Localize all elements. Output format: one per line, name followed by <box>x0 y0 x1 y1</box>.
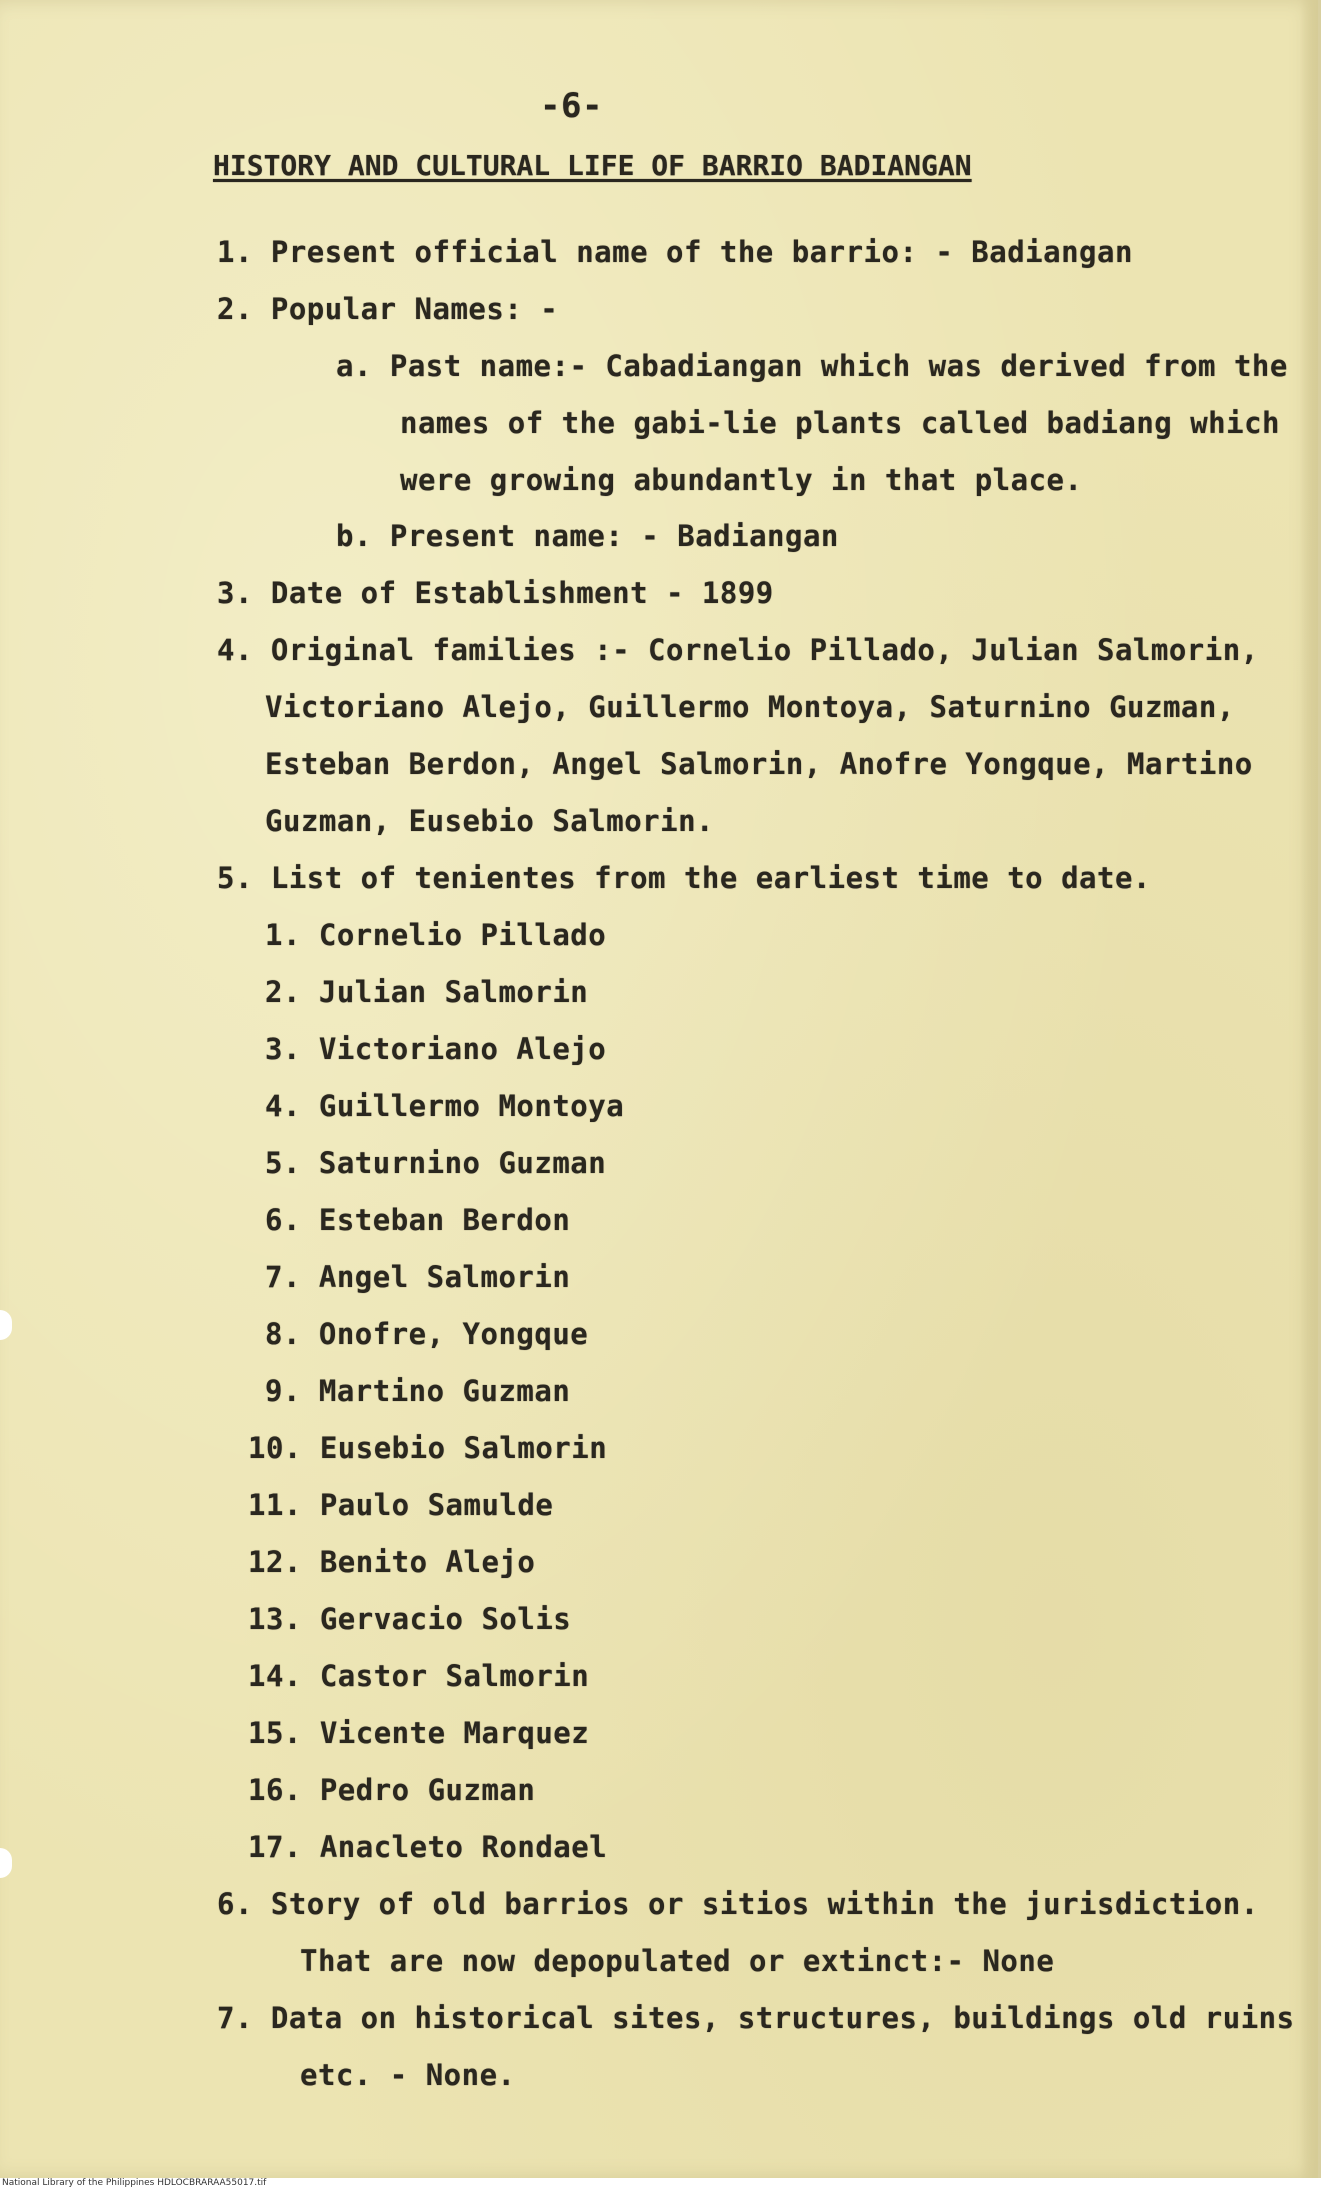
item-date-established: 3. Date of Establishment - 1899 <box>217 576 774 610</box>
teniente-list-item: 5. Saturnino Guzman <box>265 1146 607 1180</box>
teniente-list-item: 14. Castor Salmorin <box>248 1659 590 1693</box>
item-tenientes-heading: 5. List of tenientes from the earliest time to date. <box>217 861 1151 895</box>
teniente-list-item: 6. Esteban Berdon <box>265 1203 571 1237</box>
page-edge <box>1300 0 1318 2178</box>
item-original-families-line: Esteban Berdon, Angel Salmorin, Anofre Yongque, Martino <box>265 747 1253 781</box>
item-old-barrios-line: 6. Story of old barrios or sitios within the jurisdiction. <box>217 1887 1259 1921</box>
binder-hole <box>0 1310 12 1340</box>
teniente-list-item: 9. Martino Guzman <box>265 1374 571 1408</box>
teniente-list-item: 15. Vicente Marquez <box>248 1716 590 1750</box>
item-original-families-line: Guzman, Eusebio Salmorin. <box>265 804 714 838</box>
page-heading: HISTORY AND CULTURAL LIFE OF BARRIO BADIANGAN <box>213 149 972 182</box>
item-popular-names: 2. Popular Names: - <box>217 292 559 326</box>
item-present-name: b. Present name: - Badiangan <box>336 519 839 553</box>
page-number: -6- <box>540 86 603 126</box>
binder-hole <box>0 1848 12 1878</box>
item-original-families-line: 4. Original families :- Cornelio Pillado, Julian Salmorin, <box>217 633 1259 667</box>
teniente-list-item: 17. Anacleto Rondael <box>248 1830 608 1864</box>
teniente-list-item: 2. Julian Salmorin <box>265 975 589 1009</box>
teniente-list-item: 16. Pedro Guzman <box>248 1773 536 1807</box>
item-historical-sites-line: etc. - None. <box>300 2058 516 2092</box>
teniente-list-item: 10. Eusebio Salmorin <box>248 1431 608 1465</box>
teniente-list-item: 7. Angel Salmorin <box>265 1260 571 1294</box>
teniente-list-item: 8. Onofre, Yongque <box>265 1317 589 1351</box>
teniente-list-item: 12. Benito Alejo <box>248 1545 536 1579</box>
teniente-list-item: 13. Gervacio Solis <box>248 1602 572 1636</box>
item-past-name-line: names of the gabi-lie plants called badiang which <box>400 406 1281 440</box>
item-past-name-line: a. Past name:- Cabadiangan which was derived from the <box>336 349 1288 383</box>
teniente-list-item: 3. Victoriano Alejo <box>265 1032 607 1066</box>
teniente-list-item: 11. Paulo Samulde <box>248 1488 554 1522</box>
teniente-list-item: 1. Cornelio Pillado <box>265 918 607 952</box>
item-official-name: 1. Present official name of the barrio: - Badiangan <box>217 235 1133 269</box>
item-old-barrios-line: That are now depopulated or extinct:- None <box>300 1944 1055 1978</box>
scan-caption: National Library of the Philippines HDLOCBRARAA55017.tif <box>2 2178 267 2188</box>
item-original-families-line: Victoriano Alejo, Guillermo Montoya, Saturnino Guzman, <box>265 690 1235 724</box>
item-past-name-line: were growing abundantly in that place. <box>400 463 1083 497</box>
teniente-list-item: 4. Guillermo Montoya <box>265 1089 625 1123</box>
item-historical-sites-line: 7. Data on historical sites, structures, buildings old ruins <box>217 2001 1295 2035</box>
